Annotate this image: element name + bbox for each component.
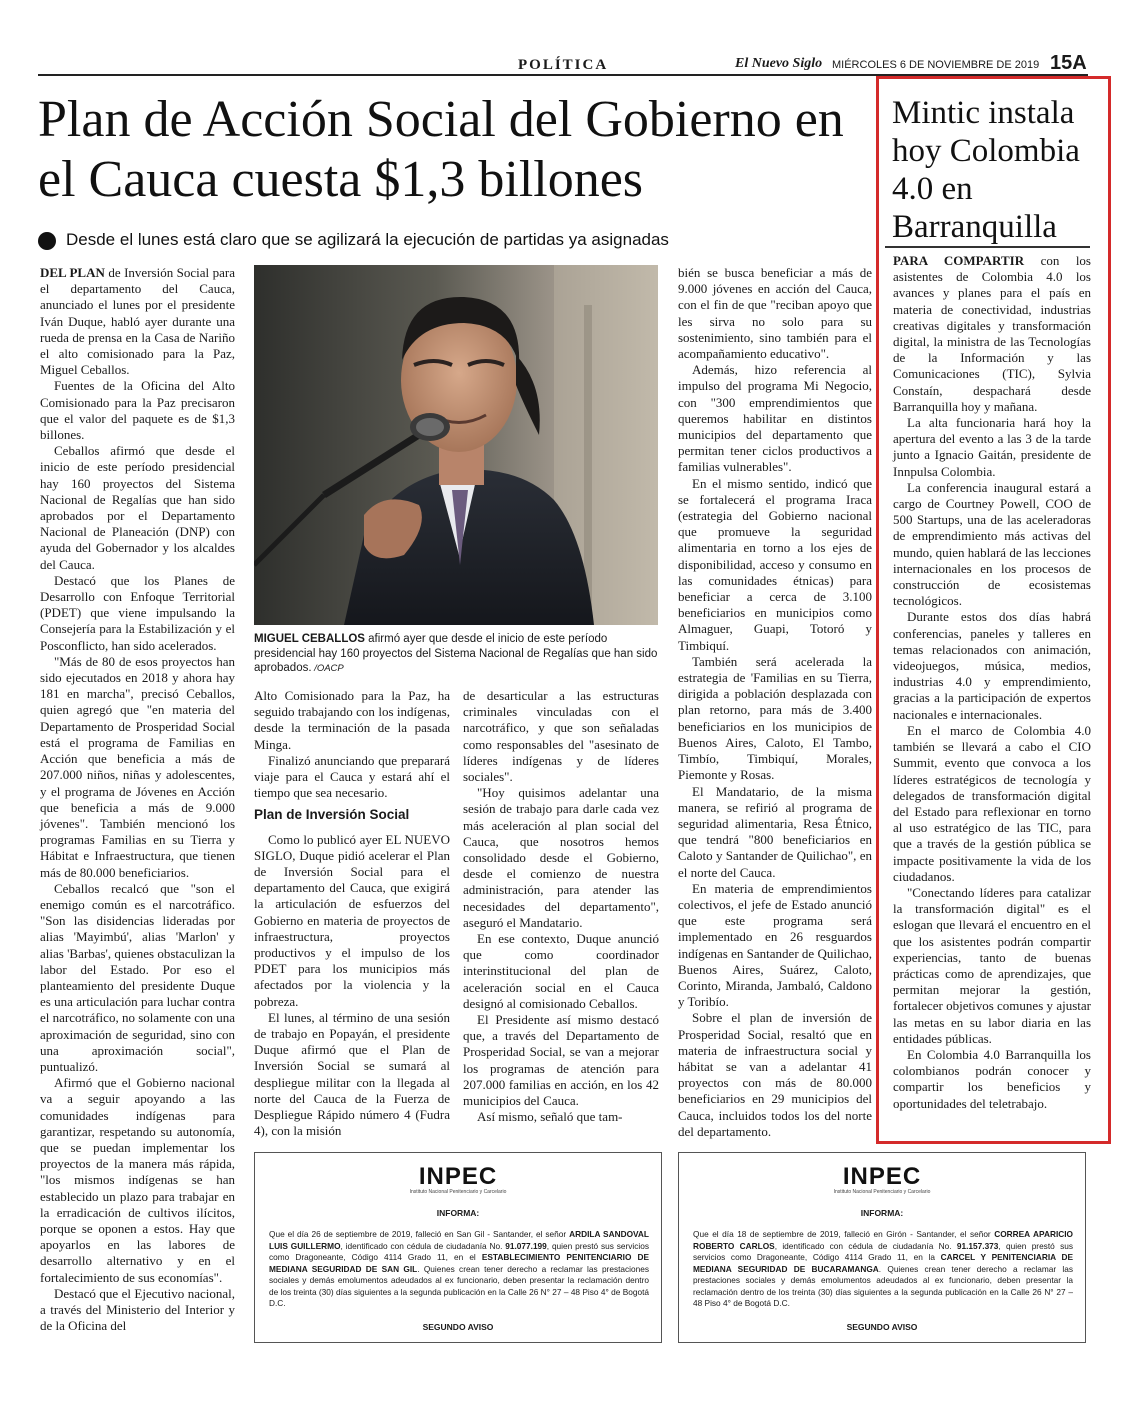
section-label: POLÍTICA <box>518 57 609 73</box>
paragraph: La alta funcionaria hará hoy la apertura del evento a las 3 de la tarde junto a Ignacio Gaitán, presidente de Innpulsa Colombia. <box>893 415 1091 479</box>
paragraph <box>893 253 1091 415</box>
masthead: El Nuevo Siglo <box>735 56 823 71</box>
notice-text-part: , identificado con cédula de ciudadanía No. <box>774 1240 957 1251</box>
paragraph: de desarticular a las estructuras criminales vinculadas con el narcotráfico, y que son señaladas como responsables del "asesinato de líderes indígenas y de líderes sociales". <box>463 688 659 785</box>
dateline: MIÉRCOLES 6 DE NOVIEMBRE DE 2019 <box>832 59 1040 71</box>
institution-name: ESTABLECIMIENTO PENITENCIARIO DE MEDIANA SEGURIDAD DE SAN GIL <box>269 1252 650 1274</box>
paragraph: Fuentes de la Oficina del Alto Comisionado para la Paz precisaron que el valor del paquete es de $1,3 billones. <box>40 378 235 443</box>
paragraph: Además, hizo referencia al impulso del programa Mi Negocio, con "300 emprendimientos que queremos habilitar en distintos municipios del departamento que permitan tener ciclos productivos a familias vulnerables". <box>678 362 872 475</box>
news-photo <box>254 265 658 625</box>
paragraph: También será acelerada la estrategia de 'Familias en su Tierra, dirigida a población desplazada con plan retorno, para más de 3.400 beneficiarios en los municipios de Buenos Aires, Caloto, El Tambo, Timbío, Timbiquí, Morales, Piemonte y Rosas. <box>678 653 872 783</box>
caption-name: MIGUEL CEBALLOS <box>254 633 365 645</box>
notice-text-part: , identificado con cédula de ciudadanía No. <box>340 1240 506 1251</box>
id-number: 91.077.199 <box>505 1240 547 1251</box>
paragraph: En materia de emprendimientos colectivos, el jefe de Estado anunció que este programa será implementado en 26 resguardos indígenas en Santander de Quilichao, Buenos Aires, Suárez, Caloto, Corinto, Miranda, Jambaló, Caldono y Toribío. <box>678 880 872 1010</box>
subhead: Plan de Inversión Social <box>254 807 410 823</box>
headline: Plan de Acción Social del Gobierno en el Cauca cuesta $1,3 billones <box>38 91 844 208</box>
paragraph: "Más de 80 de esos proyectos han sido ejecutados en 2018 y ahora hay 181 en marcha", precisó Ceballos, quien agregó que "en materia del Departamento de Prosperidad Social está el programa de Familias en Acción que beneficia a más de 207.000 niños, niñas y adolescentes, y el programa de Jóvenes en Acción que beneficia a más de 9.000 jóvenes". También mencionó los programas Familias en su Tierra y Hábitat e Infraestructura, que tienen más de 80.000 beneficiarios. <box>40 653 235 880</box>
notice-text-part: . Quienes crean tener derecho a reclamar las prestaciones sociales y demás emolumentos adeudados al ex funcionario, deben presentar la reclamación dentro de los treinta (30) días siguientes a la segunda publicación en la Calle 26 N° 27 – 48 Piso 4° de Bogotá D.C. <box>693 1263 1073 1308</box>
lead-text: de Inversión Social para el departamento del Cauca, anunciado el lunes por el presidente Iván Duque, habló ayer durante una rueda de prensa en la Casa de Nariño el alto comisionado para la Paz, Miguel Ceballos. <box>40 265 235 378</box>
lead-runin: DEL PLAN <box>40 265 105 280</box>
notice-text-part: , quien prestó sus servicios como Dragoneante, Código 4114 Grado 11, en el <box>269 1240 650 1262</box>
paragraph: El lunes, al término de una sesión de trabajo en Popayán, el presidente Duque afirmó que el Plan de Inversión Social se sumará al despliegue militar con la llegada al norte del Cauca de la Fuerza de Despliegue Rápido número 4 (Fudra 4), con la misión <box>254 1009 450 1139</box>
sidebar-body <box>893 253 1091 1112</box>
paragraph: Afirmó que el Gobierno nacional va a seguir apoyando a las comunidades indígenas para garantizar, respetando su autonomía, que se puedan implementar los proyectos de la manera más rápida, "los mismos indígenas se han establecido un plazo para trabajar en la erradicación de cultivos ilícitos, porque se oponen a estos. Hay que apoyarlos en las labores de desarrollo alternativo y en el fortalecimiento de sus economías". <box>40 1075 235 1285</box>
notice-footer: SEGUNDO AVISO <box>422 1322 494 1332</box>
bullet-icon <box>38 232 56 250</box>
paragraph <box>40 265 235 378</box>
legal-notice <box>678 1152 1086 1343</box>
paragraph: El Mandatario, de la misma manera, se refirió al programa de seguridad alimentaria, Resa Étnico, que tendrá "800 beneficiarios en Caloto y Santander de Quilichao", en el norte del Cauca. <box>678 783 872 880</box>
notice-footer: SEGUNDO AVISO <box>846 1322 918 1332</box>
paragraph: "Conectando líderes para catalizar la transformación digital" es el eslogan que llevará el encuentro en el que los asistentes podrán compartir experiencias, tanto de buenas prácticas como de aprendizajes, que permitan mejorar la gestión, fortalecer objetivos comunes y ajustar las metas en su labor diaria en las entidades públicas. <box>893 884 1091 1046</box>
paragraph: El Presidente así mismo destacó que, a través del Departamento de Prosperidad Social, se van a mejorar los programas de atención para 207.000 familias en acción, en los 42 municipios del Cauca. <box>463 1012 659 1109</box>
logo-subtitle: Instituto Nacional Penitenciario y Carcelario <box>409 1189 507 1195</box>
sidebar-title: Mintic instala hoy Colombia 4.0 en Barranquilla <box>892 95 1080 245</box>
paragraph: Ceballos afirmó que desde el inicio de este período presidencial hay 160 proyectos del Sistema Nacional de Regalías que han sido aprobados por el Departamento Nacional de Planeación (DNP) con ayuda del Gobernador y los alcaldes del Cauca. <box>40 443 235 572</box>
paragraph: Destacó que los Planes de Desarrollo con Enfoque Territorial (PDET) que viene impulsando la Consejería para la Estabilización y el Posconflicto, han sido acelerados. <box>40 572 235 653</box>
notice-text-part: Que el día 18 de septiembre de 2019, falleció en Girón - Santander, el señor <box>693 1229 995 1239</box>
paragraph: Sobre el plan de inversión de Prosperidad Social, resaltó que en materia de infraestructura social y hábitat se van a adelantar 41 proyectos con más de 80.000 beneficiarios en 29 municipios del Cauca, incluidos todos los del norte del departamento. <box>678 1010 872 1139</box>
notice-text <box>693 1229 1073 1310</box>
notice-heading: INFORMA: <box>860 1208 904 1218</box>
notice-text-part: Que el día 26 de septiembre de 2019, falleció en San Gil - Santander, el señor <box>269 1229 570 1239</box>
paragraph: Finalizó anunciando que preparará viaje para el Cauca y estará ahí el tiempo que sea necesario. <box>254 752 450 801</box>
notice-text-part: , quien prestó sus servicios como Dragoneante, Código 4114 Grado 11, en la <box>693 1240 1073 1262</box>
deceased-name: ARDILA SANDOVAL LUIS GUILLERMO <box>269 1229 649 1251</box>
paragraph: Como lo publicó ayer EL NUEVO SIGLO, Duque pidió acelerar el Plan de Inversión Social para el departamento del Cauca, que exigirá la articulación de esfuerzos del Gobierno en materia de proyectos de infraestructura, proyectos productivos y el impulso de los PDET para los municipios más afectados por la violencia y la pobreza. <box>254 831 450 1009</box>
photo-caption <box>254 632 658 677</box>
sidebar-runin: PARA COMPARTIR <box>893 253 1025 268</box>
notice-text-part: . Quienes crean tener derecho a reclamar las prestaciones sociales y demás emolumentos adeudados al ex funcionario, deben presentar la reclamación dentro de los treinta (30) días siguientes a la segunda publicación en la Calle 26 N° 27 – 48 Piso 4° de Bogotá D.C. <box>269 1263 649 1308</box>
paragraph: En ese contexto, Duque anunció que como coordinador interinstitucional del plan de aceleración social en el Cauca designó al comisionado Ceballos. <box>463 931 659 1011</box>
inpec-logo <box>679 1163 1085 1195</box>
paragraph: En Colombia 4.0 Barranquilla los colombianos podrán conocer y compartir los beneficios y oportunidades del teletrabajo. <box>893 1046 1091 1111</box>
deck: Desde el lunes está claro que se agilizará la ejecución de partidas ya asignadas <box>66 230 669 249</box>
paragraph: Ceballos recalcó que "son el enemigo común es el narcotráfico. "Son las disidencias lideradas por alias 'Mayimbú', alias 'Marlon' y alias 'Barbas', quienes obstaculizan la labor del Estado. Por eso el planteamiento del presidente Duque es una articulación para luchar contra el narcotráfico, no solamente con una aproximación de seguridad, sino con una aproximación social", puntualizó. <box>40 880 235 1074</box>
paragraph: Destacó que el Ejecutivo nacional, a través del Ministerio del Interior y de la Oficina del <box>40 1285 235 1334</box>
paragraph: Alto Comisionado para la Paz, ha seguido trabajando con los indígenas, desde la terminación de la pasada Minga. <box>254 688 450 752</box>
inpec-logo <box>255 1163 661 1195</box>
caption-text: afirmó ayer que desde el inicio de este período presidencial hay 160 proyectos del Sistema Nacional de Regalías que han sido aprobados. <box>254 633 658 674</box>
id-number: 91.157.373 <box>956 1240 999 1251</box>
paragraph: Durante estos dos días habrá conferencias, paneles y talleres en temas relacionados con animación, videojuegos, música, medios, industrias 4.0 y emprendimiento, gracias a la participación de expertos nacionales e internacionales. <box>893 609 1091 722</box>
article-column-3 <box>463 688 659 1125</box>
paragraph: La conferencia inaugural estará a cargo de Courtney Powell, COO de 500 Startups, una de las aceleradoras de emprendimiento más activas del mundo, quien hablará de las lecciones internacionales en los procesos de construcción de ecosistemas tecnológicos. <box>893 479 1091 609</box>
sidebar-rule <box>885 246 1090 248</box>
paragraph: Así mismo, señaló que tam- <box>477 1109 623 1125</box>
page-number: 15A <box>1050 52 1087 74</box>
paragraph: En el marco de Colombia 4.0 también se llevará a cabo el CIO Summit, evento que convoca a los líderes estratégicos de tecnología y delegados de transformación digital del Estado para reflexionar en torno al uso estratégico de las TIC, para que a través de la gestión pública se impacte positivamente la vida de los ciudadanos. <box>893 722 1091 884</box>
logo-text: INPEC <box>418 1163 498 1190</box>
photo-credit: /OACP <box>311 663 344 674</box>
legal-notice <box>254 1152 662 1343</box>
paragraph: "Hoy quisimos adelantar una sesión de trabajo para darle cada vez más aceleración al plan social del Cauca, que nosotros hemos consolidado desde el Gobierno, desde el comienzo de nuestra administración, para atender las necesidades del departamento", aseguró el Mandatario. <box>463 785 659 930</box>
sidebar-lead-text: con los asistentes de Colombia 4.0 los avances y planes para el país en materia de conectividad, industrias creativas digitales y transformación digital, la ministra de las Tecnologías de la Información y las Comunicaciones (TIC), Sylvia Constaín, despachará desde Barranquilla hoy y mañana. <box>893 253 1091 414</box>
notice-text <box>269 1229 649 1310</box>
notice-heading: INFORMA: <box>436 1208 480 1218</box>
logo-text: INPEC <box>842 1163 922 1190</box>
paragraph: bién se busca beneficiar a más de 9.000 jóvenes en acción del Cauca, con el fin de que "reciban apoyo que les sirva no solo para su sostenimiento, sino también para el acompañamiento educativo". <box>678 265 872 362</box>
article-column-1 <box>40 265 235 1334</box>
article-column-4 <box>678 265 872 1140</box>
deceased-name: CORREA APARICIO ROBERTO CARLOS <box>693 1229 1073 1251</box>
article-column-2 <box>254 688 450 1139</box>
logo-subtitle: Instituto Nacional Penitenciario y Carcelario <box>833 1189 931 1195</box>
paragraph: En el mismo sentido, indicó que se fortalecerá el programa Iraca (estrategia del Gobierno nacional que promueve la seguridad alimentaria en torno a los ejes de disponibilidad, acceso y consumo en las comunidades étnicas) para beneficiar a cerca de 3.100 beneficiarios en municipios como Almaguer, Guapi, Totoró y Timbiquí. <box>678 475 872 653</box>
institution-name: CARCEL Y PENITENCIARIA DE MEDIANA SEGURIDAD DE BUCARAMANGA <box>693 1252 1074 1274</box>
